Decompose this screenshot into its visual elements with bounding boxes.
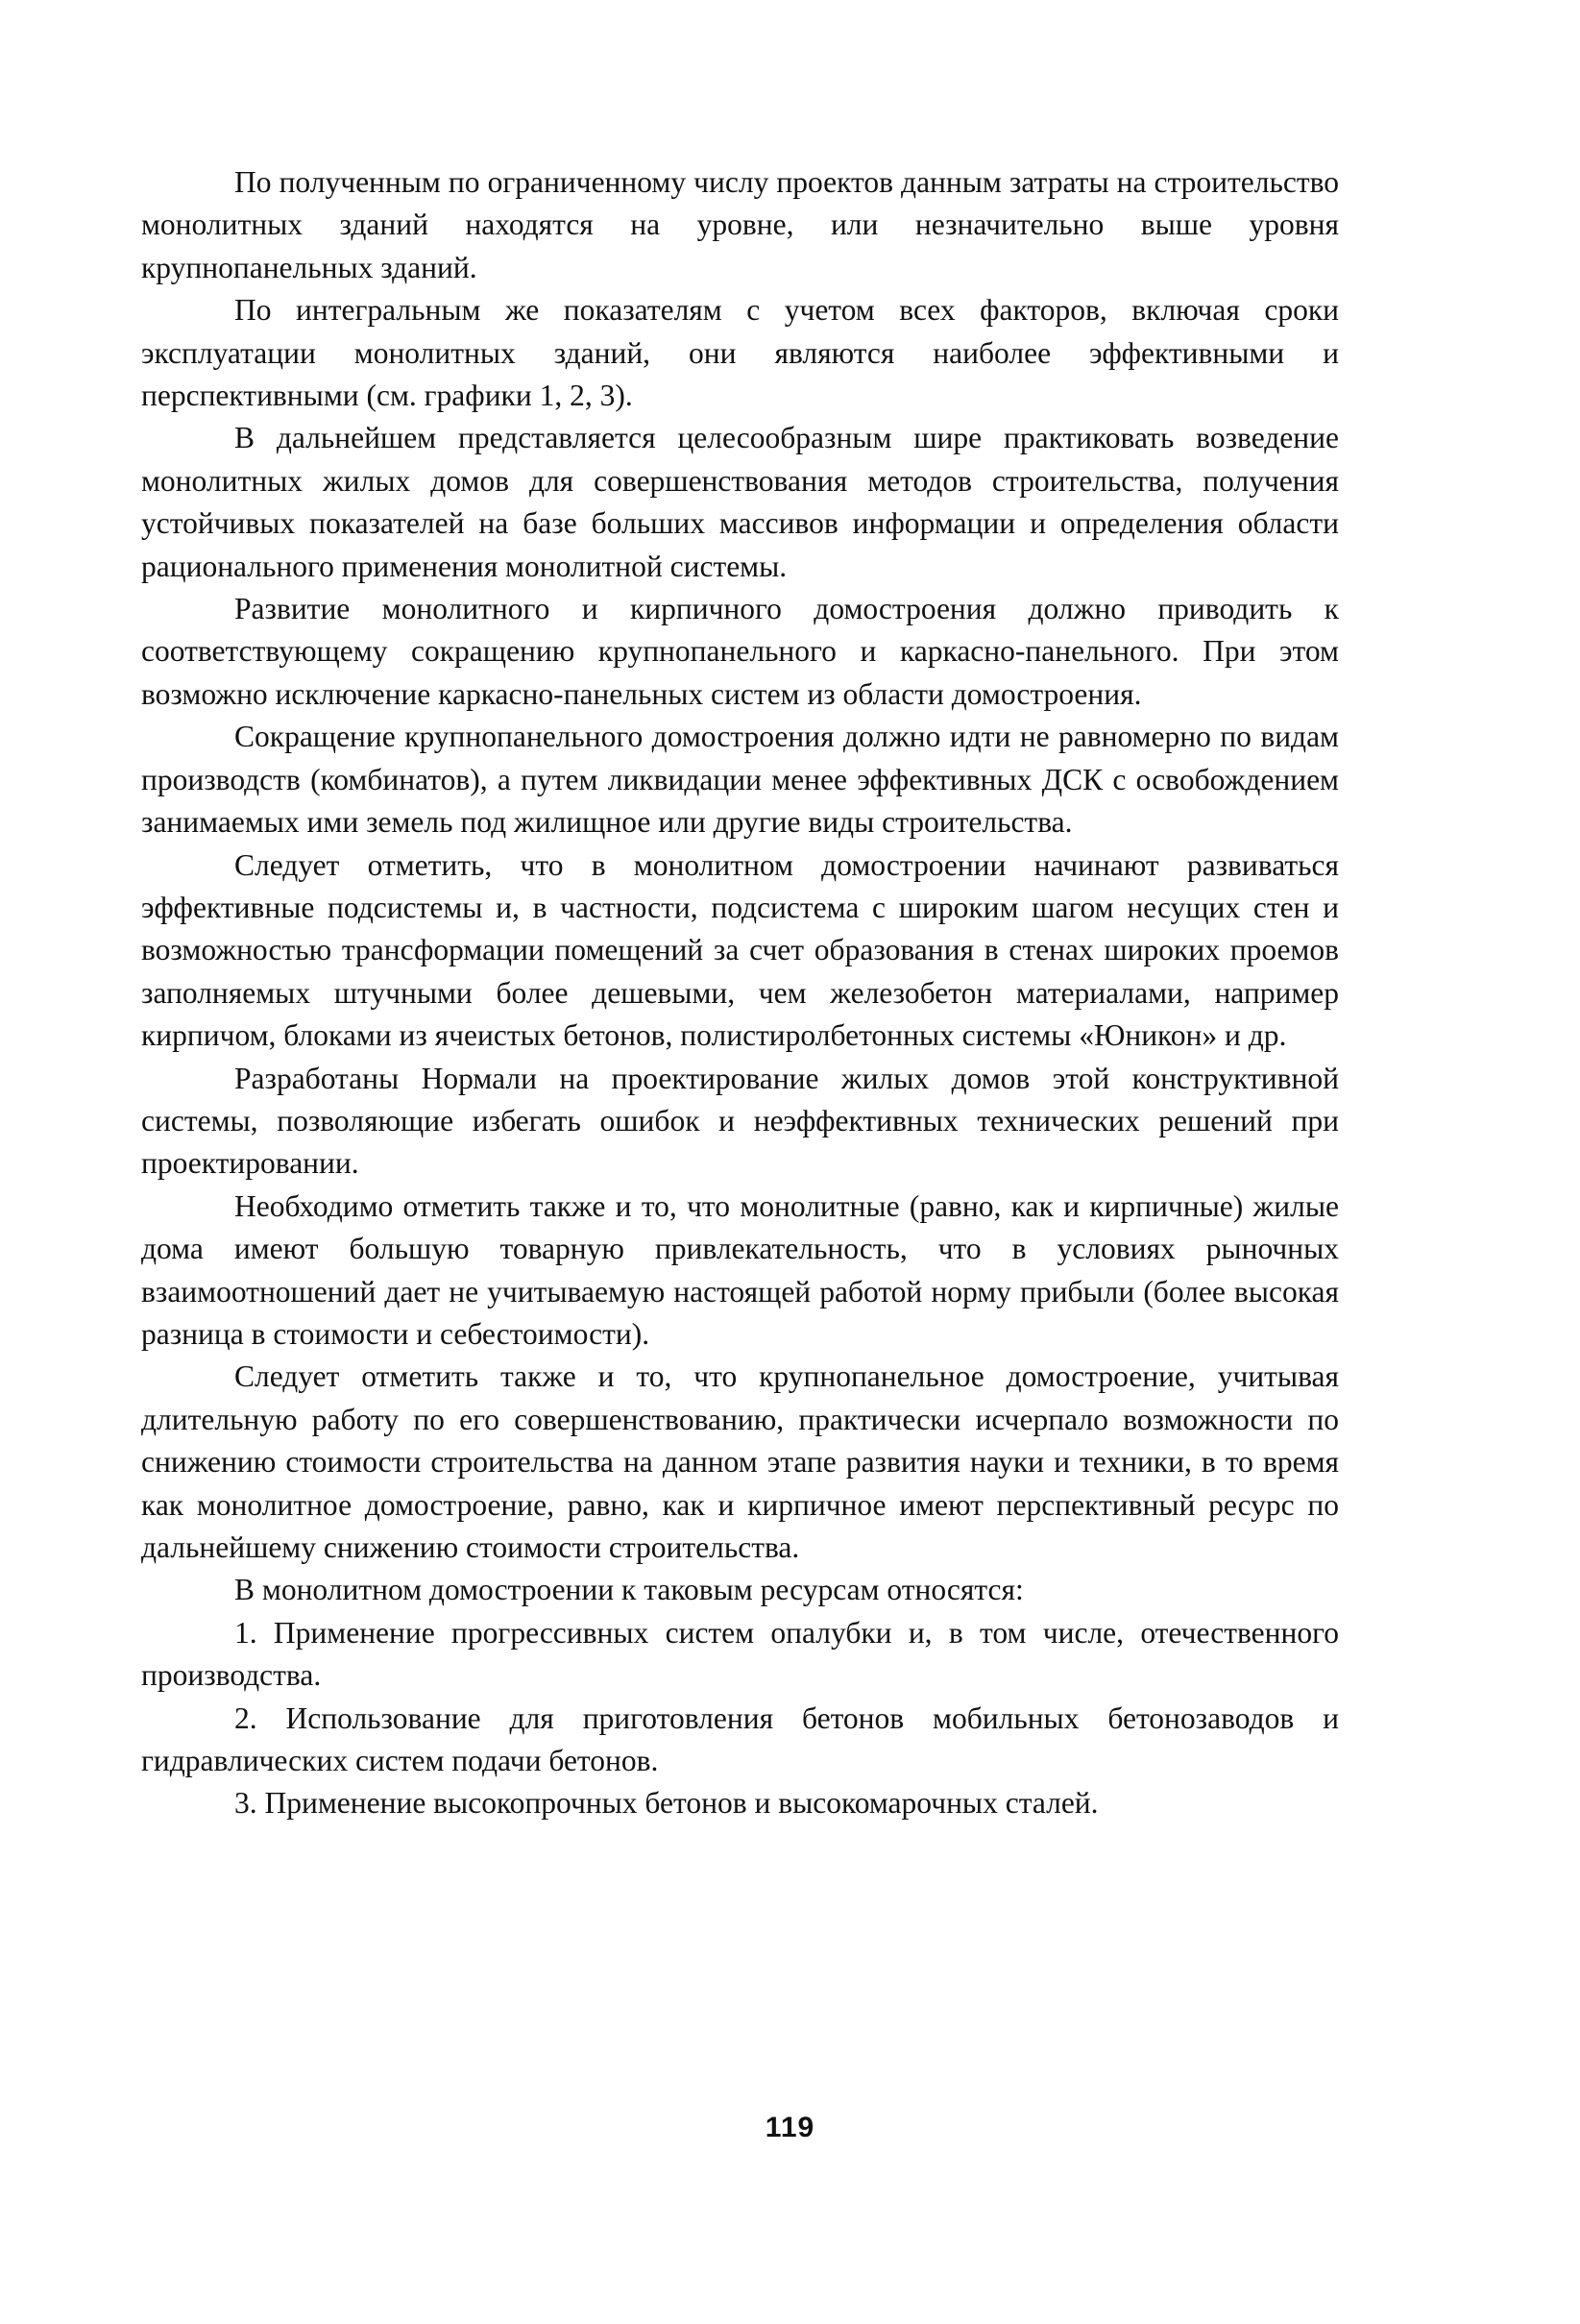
paragraph: Следует отметить также и то, что крупнопанельное домостроение, учитывая длительную работу по его совершенствованию, практически исчерпало возможности по снижению стоимости строительства на данном этапе развития науки и техники, в то время как монолитное домостроение, равно, как и кирпичное имеют перспективный ресурс по дальнейшему снижению стоимости строительства. bbox=[141, 1359, 1339, 1564]
list-intro: В монолитном домостроении к таковым ресурсам относятся: bbox=[234, 1573, 1024, 1607]
paragraph: По полученным по ограниченному числу проектов данным затраты на строительство монолитных зданий находятся на уровне, или незначительно выше уровня крупнопанельных зданий. bbox=[141, 165, 1339, 284]
paragraph: Следует отметить, что в монолитном домостроении начинают развиваться эффективные подсистемы и, в частности, подсистема с широким шагом несущих стен и возможностью трансформации помещений за счет образования в стенах широких проемов заполняемых штучными более дешевыми, чем железобетон материалами, например кирпичом, блоками из ячеистых бетонов, полистиролбетонных системы «Юникон» и др. bbox=[141, 847, 1339, 1053]
paragraph: В дальнейшем представляется целесообразным шире практиковать возведение монолитных жилых домов для совершенствования методов строительства, получения устойчивых показателей на базе больших массивов информации и определения области рационального применения монолитной системы. bbox=[141, 421, 1339, 583]
paragraph: Сокращение крупнопанельного домостроения должно идти не равномерно по видам производств (комбинатов), а путем ликвидации менее эффективных ДСК с освобождением занимаемых ими земель под жилищное или другие виды строительства. bbox=[141, 720, 1339, 840]
document-page-body bbox=[141, 161, 1339, 1825]
paragraph: По интегральным же показателям с учетом всех факторов, включая сроки эксплуатации монолитных зданий, они являются наиболее эффективными и перспективными (см. графики 1, 2, 3). bbox=[141, 293, 1339, 413]
page-number: 119 bbox=[765, 2112, 815, 2143]
list-item: 2. Использование для приготовления бетонов мобильных бетонозаводов и гидравлических систем подачи бетонов. bbox=[141, 1700, 1339, 1778]
list-item: 3. Применение высокопрочных бетонов и высокомарочных сталей. bbox=[234, 1786, 1099, 1821]
paragraph: Развитие монолитного и кирпичного домостроения должно приводить к соответствующему сокращению крупнопанельного и каркасно-панельного. При этом возможно исключение каркасно-панельных систем из области домостроения. bbox=[141, 592, 1339, 711]
paragraph: Необходимо отметить также и то, что монолитные (равно, как и кирпичные) жилые дома имеют большую товарную привлекательность, что в условиях рыночных взаимоотношений дает не учитываемую настоящей работой норму прибыли (более высокая разница в стоимости и себестоимости). bbox=[141, 1188, 1339, 1351]
paragraph: Разработаны Нормали на проектирование жилых домов этой конструктивной системы, позволяющие избегать ошибок и неэффективных технических решений при проектировании. bbox=[141, 1061, 1339, 1181]
list-item: 1. Применение прогрессивных систем опалубки и, в том числе, отечественного производства. bbox=[141, 1615, 1339, 1693]
